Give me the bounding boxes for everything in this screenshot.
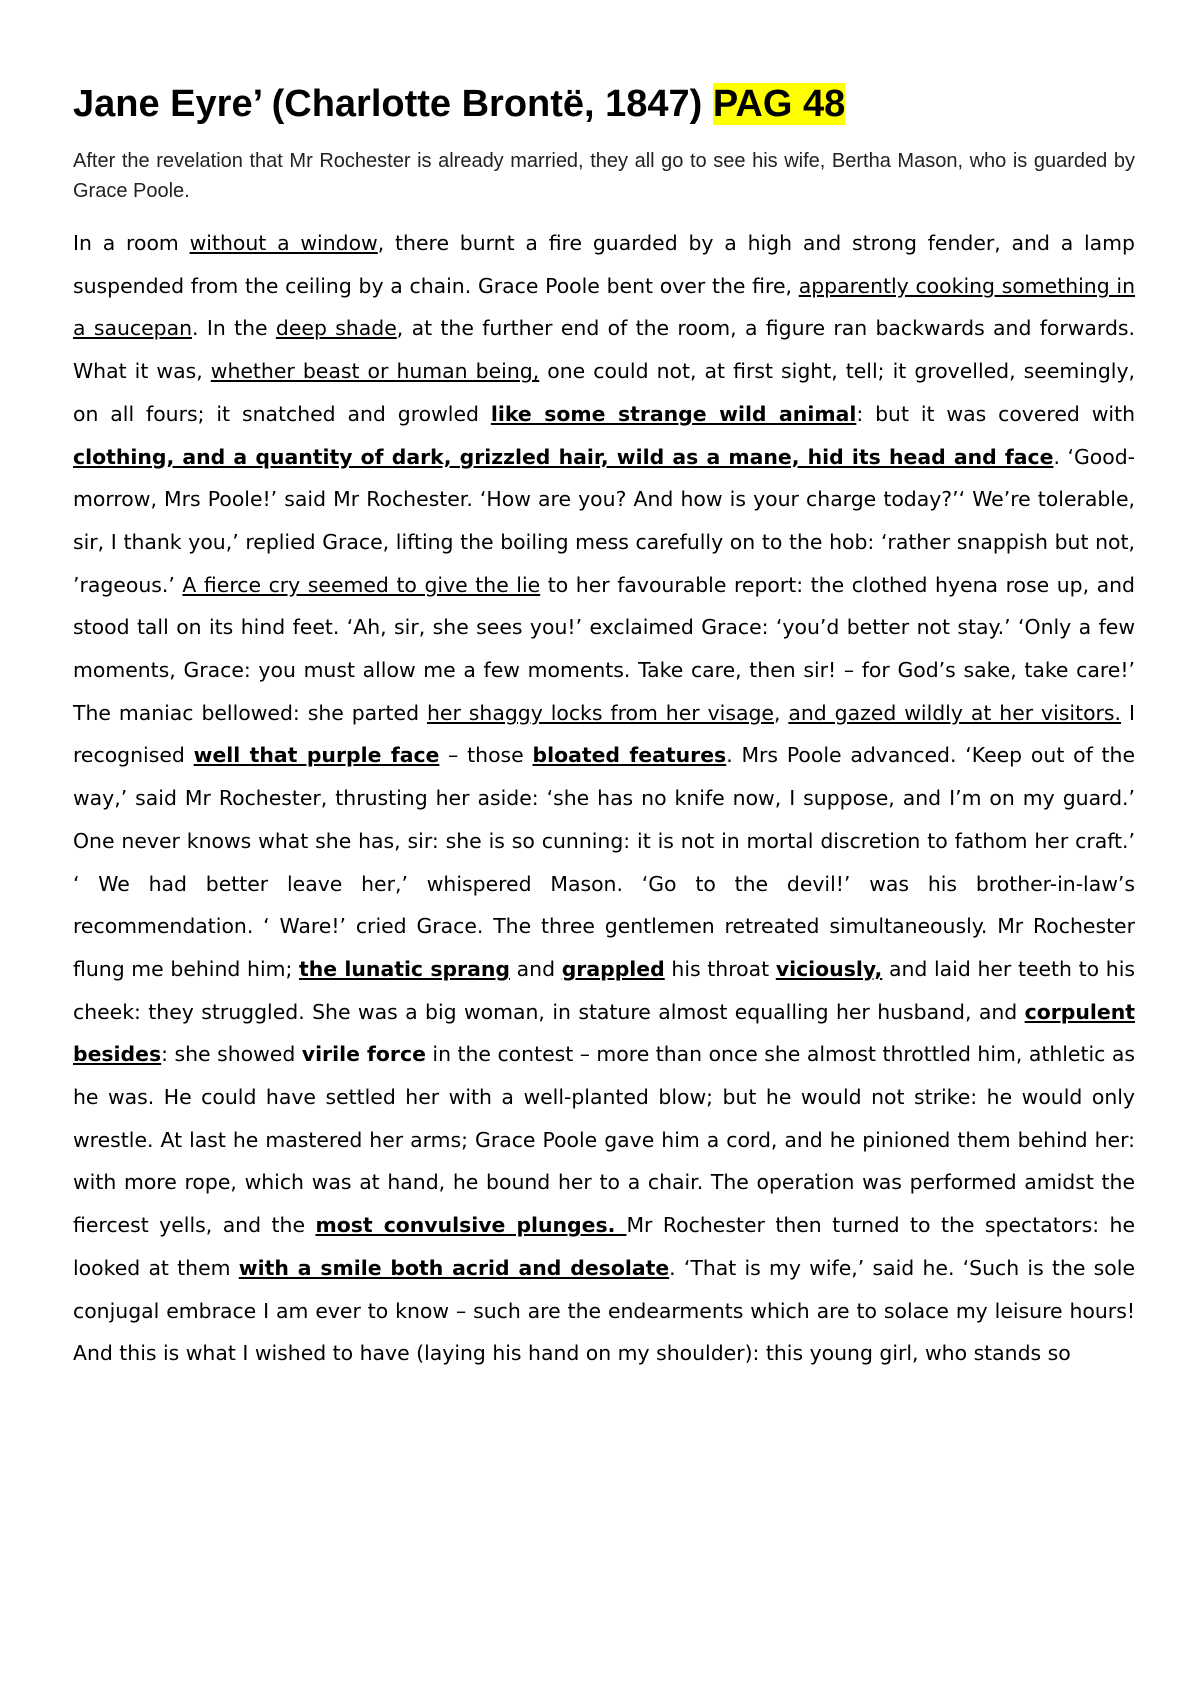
passage-text: . Mrs Poole advanced. ‘Keep out of the way,’ said Mr Rochester, thrusting her aside: ‘she has no knife now, I suppose, and I’m on my guard.’ One never knows what she has, sir: she is so cunning: it is not in mortal discretion to fathom her craft.’ ‘ We had better leave her,’ whispered Mason. ‘Go to the devil!’ was his brother-in-law’s recommendation. ‘ Ware!’ cried Grace. The three gentlemen retreated simultaneously. Mr Rochester flung me behind him; [73, 743, 1136, 981]
document-title [73, 78, 1135, 130]
passage-text: , [773, 700, 789, 725]
passage-text: : but it was covered with [856, 401, 1135, 426]
emphasized-phrase: virile force [301, 1042, 426, 1067]
emphasized-phrase: A fierce cry seemed to give the lie [182, 572, 541, 597]
emphasized-phrase: viciously, [775, 956, 883, 981]
passage-text: in the contest – more than once she almost throttled him, athletic as he was. He could have settled her with a well-planted blow; but he would not strike: he would only wrestle. At last he mastered her arms; Grace Poole gave him a cord, and he pinioned them behind her: with more rope, which was at hand, he bound her to a chair. The operation was performed amidst the fiercest yells, and the [73, 1042, 1135, 1238]
passage-text: Mr Rochester then turned to the spectators: he looked at them [73, 1213, 1136, 1280]
emphasized-phrase: the lunatic sprang [299, 956, 510, 981]
passage-text: and laid her teeth to his cheek: they struggled. She was a big woman, in stature almost equalling her husband, and [73, 956, 1136, 1024]
emphasized-phrase: well that purple face [193, 743, 440, 768]
emphasized-phrase: without a window [189, 231, 378, 255]
passage-text: his throat [664, 956, 776, 981]
passage-text: . In the [192, 316, 276, 341]
passage-text: to her favourable report: the clothed hyena rose up, and stood tall on its hind feet. ‘Ah, sir, she sees you!’ exclaimed Grace: ‘you’d better not stay.’ ‘Only a few moments, Grace: you must allow me a few moments. Take care, then sir! – for God’s sake, take care!’ The maniac bellowed: she parted [73, 572, 1135, 725]
passage-paragraph [73, 222, 1135, 1375]
passage-text: one could not, at first sight, tell; it grovelled, seemingly, on all fours; it snatched and growled [73, 359, 1135, 426]
passage-text: , there burnt a fire guarded by a high and strong fender, and a lamp suspended from the ceiling by a chain. Grace Poole bent over the fire, [73, 231, 1135, 298]
passage-text: I recognised [73, 700, 1135, 768]
emphasized-phrase: her shaggy locks from her visage [426, 700, 774, 725]
intro-paragraph: After the revelation that Mr Rochester is already married, they all go to see his wife, Bertha Mason, who is guarded by Grace Poole. [73, 150, 1135, 202]
passage-text: – those [439, 743, 533, 768]
emphasized-phrase: bloated features [532, 743, 727, 768]
emphasized-phrase: apparently cooking something in a saucepan [73, 273, 1136, 341]
emphasized-phrase: corpulent besides [73, 999, 1135, 1067]
page-tag-highlight: PAG 48 [712, 83, 846, 125]
emphasized-phrase: deep shade [275, 316, 397, 341]
passage-text: and [509, 956, 562, 981]
emphasized-phrase: most convulsive plunges. [315, 1213, 627, 1238]
document-page [73, 78, 1135, 1375]
passage-text: : she showed [161, 1042, 302, 1067]
passage-text: In a room [73, 231, 190, 255]
passage-text: , at the further end of the room, a figure ran backwards and forwards. What it was, [73, 316, 1136, 384]
emphasized-phrase: whether beast or human being, [210, 359, 540, 384]
emphasized-phrase: grappled [561, 956, 665, 981]
emphasized-phrase: and gazed wildly at her visitors. [788, 700, 1122, 725]
title-text: Jane Eyre’ (Charlotte Brontë, 1847) [73, 83, 713, 125]
passage-text: . ‘That is my wife,’ said he. ‘Such is the sole conjugal embrace I am ever to know – such are the endearments which are to solace my leisure hours! And this is what I wished to have (laying his hand on my shoulder): this young girl, who stands so [73, 1255, 1135, 1366]
emphasized-phrase: like some strange wild animal [490, 401, 857, 426]
emphasized-phrase: with a smile both acrid and desolate [238, 1255, 670, 1280]
emphasized-phrase: clothing, and a quantity of dark, grizzled hair, wild as a mane, hid its head and face [73, 444, 1054, 469]
passage-text: . ‘Good-morrow, Mrs Poole!’ said Mr Rochester. ‘How are you? And how is your charge today?’‘ We’re tolerable, sir, I thank you,’ replied Grace, lifting the boiling mess carefully on to the hob: ‘rather snappish but not, ’rageous.’ [73, 444, 1136, 597]
